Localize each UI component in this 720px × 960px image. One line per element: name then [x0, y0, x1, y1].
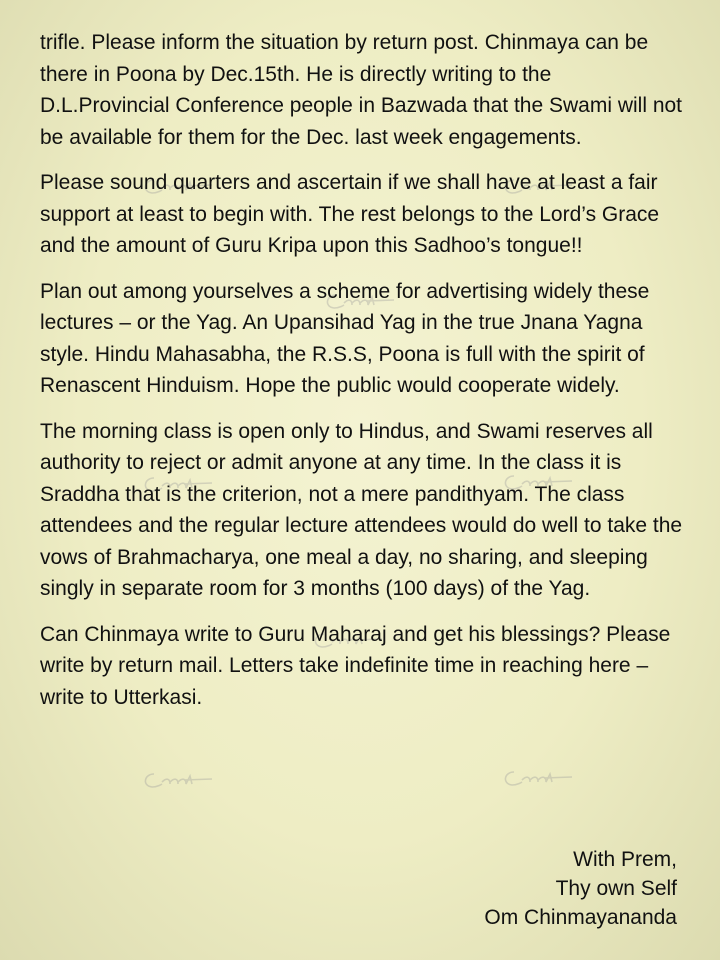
signature-watermark-icon — [500, 768, 578, 790]
signoff-greeting: With Prem, — [573, 848, 677, 871]
paragraph-advertising: Plan out among yourselves a scheme for advertising widely these lectures – or the Yag. An Upansihad Yag in the true Jnana Yagna style. Hindu Mahasabha, the R.S.S, Poona is full with the spirit of Renascent Hinduism. Hope the public would cooperate widely. — [40, 279, 650, 397]
signature-watermark-icon — [140, 770, 218, 792]
paragraph-blessings: Can Chinmaya write to Guru Maharaj and get his blessings? Please write by return mail. Letters take indefinite time in reaching here – write to Utterkasi. — [40, 622, 671, 709]
letter-body — [40, 27, 685, 727]
paragraph-morning-class: The morning class is open only to Hindus, and Swami reserves all authority to reject or admit anyone at any time. In the class it is Sraddha that is the criterion, not a mere pandithyam. The class attendees and the regular lecture attendees would do well to take the vows of Brahmacharya, one meal a day, no sharing, and sleeping singly in separate room for 3 months (100 days) of the Yag. — [40, 419, 683, 600]
signoff-closing: Thy own Self — [555, 877, 677, 900]
signoff — [484, 845, 677, 932]
paragraph-support: Please sound quarters and ascertain if we shall have at least a fair support at least to begin with. The rest belongs to the Lord’s Grace and the amount of Guru Kripa upon this Sadhoo’s tongue!! — [40, 171, 660, 257]
paragraph-intro: trifle. Please inform the situation by return post. Chinmaya can be there in Poona by Dec.15th. He is directly writing to the D.L.Provincial Conference people in Bazwada that the Swami will not be available for them for the Dec. last week engagements. — [40, 31, 683, 149]
signoff-name: Om Chinmayananda — [484, 906, 677, 929]
